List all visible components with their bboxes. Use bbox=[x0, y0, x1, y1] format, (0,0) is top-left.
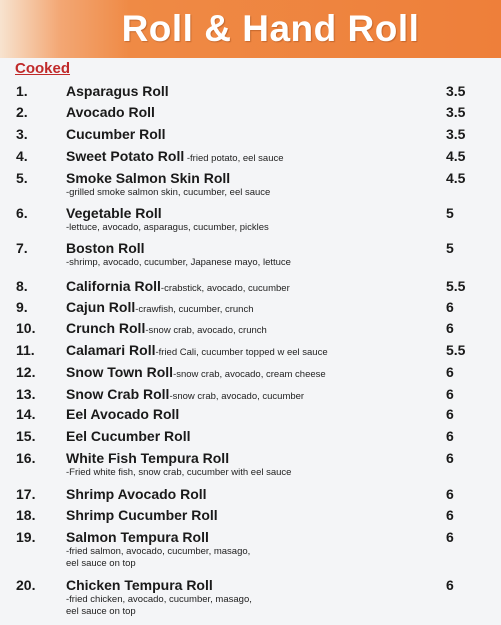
item-number: 18. bbox=[16, 507, 36, 523]
item-name-line bbox=[66, 126, 166, 144]
item-price: 6 bbox=[446, 577, 454, 593]
item-price: 3.5 bbox=[446, 104, 466, 120]
item-price: 5.5 bbox=[446, 278, 466, 294]
item-name-line bbox=[66, 428, 190, 446]
item-name-line bbox=[66, 170, 230, 188]
item-name: Eel Avocado Roll bbox=[66, 406, 180, 422]
item-price: 6 bbox=[446, 428, 454, 444]
item-description: -fried Cali, cucumber topped w eel sauce bbox=[155, 347, 328, 358]
item-number: 19. bbox=[16, 529, 36, 545]
item-name: Eel Cucumber Roll bbox=[66, 428, 191, 444]
item-name-line bbox=[66, 507, 218, 525]
item-name: Avocado Roll bbox=[66, 104, 155, 120]
item-name: Crunch Roll bbox=[66, 320, 146, 336]
item-price: 5 bbox=[446, 205, 454, 221]
item-description: -grilled smoke salmon skin, cucumber, eel sauce bbox=[66, 187, 271, 198]
item-name-line bbox=[66, 240, 145, 258]
item-price: 4.5 bbox=[446, 148, 466, 164]
item-name: Shrimp Cucumber Roll bbox=[66, 507, 218, 523]
item-name: Smoke Salmon Skin Roll bbox=[66, 170, 231, 186]
item-name: White Fish Tempura Roll bbox=[66, 450, 230, 466]
item-number: 4. bbox=[16, 148, 28, 164]
item-price: 6 bbox=[446, 406, 454, 422]
item-name: Salmon Tempura Roll bbox=[66, 529, 209, 545]
item-description: -fried potato, eel sauce bbox=[184, 153, 284, 164]
item-name: Shrimp Avocado Roll bbox=[66, 486, 207, 502]
item-number: 5. bbox=[16, 170, 28, 186]
item-name: Calamari Roll bbox=[66, 342, 156, 358]
item-number: 3. bbox=[16, 126, 28, 142]
item-price: 6 bbox=[446, 529, 454, 545]
item-name: Cucumber Roll bbox=[66, 126, 166, 142]
item-name-line bbox=[66, 529, 209, 547]
item-description: eel sauce on top bbox=[66, 606, 136, 617]
item-price: 6 bbox=[446, 299, 454, 315]
item-price: 6 bbox=[446, 450, 454, 466]
item-name-line bbox=[66, 320, 267, 338]
item-name: Cajun Roll bbox=[66, 299, 136, 315]
section-heading-cooked: Cooked bbox=[15, 60, 71, 77]
item-description: -snow crab, avocado, cucumber bbox=[169, 391, 305, 402]
item-price: 6 bbox=[446, 320, 454, 336]
item-name-line bbox=[66, 205, 162, 223]
title-banner bbox=[0, 0, 501, 58]
item-name-line bbox=[66, 486, 207, 504]
item-price: 6 bbox=[446, 386, 454, 402]
item-number: 6. bbox=[16, 205, 28, 221]
item-name: Asparagus Roll bbox=[66, 83, 169, 99]
item-number: 13. bbox=[16, 386, 36, 402]
item-number: 11. bbox=[16, 342, 35, 358]
item-number: 20. bbox=[16, 577, 36, 593]
item-description: -snow crab, avocado, cream cheese bbox=[173, 369, 326, 380]
item-description: -snow crab, avocado, crunch bbox=[145, 325, 267, 336]
item-name-line bbox=[66, 278, 290, 296]
item-name: Snow Crab Roll bbox=[66, 386, 170, 402]
item-number: 1. bbox=[16, 83, 28, 99]
item-description: -fried salmon, avocado, cucumber, masago, bbox=[66, 546, 251, 557]
item-description: -shrimp, avocado, cucumber, Japanese mayo, lettuce bbox=[66, 257, 291, 268]
item-price: 6 bbox=[446, 486, 454, 502]
item-price: 6 bbox=[446, 364, 454, 380]
item-name: Chicken Tempura Roll bbox=[66, 577, 213, 593]
item-price: 5 bbox=[446, 240, 454, 256]
item-price: 6 bbox=[446, 507, 454, 523]
page-title: Roll & Hand Roll bbox=[121, 8, 420, 49]
item-price: 4.5 bbox=[446, 170, 466, 186]
item-description: eel sauce on top bbox=[66, 558, 136, 569]
item-name-line bbox=[66, 148, 284, 166]
item-name-line bbox=[66, 104, 155, 122]
item-number: 12. bbox=[16, 364, 36, 380]
item-description: -crabstick, avocado, cucumber bbox=[160, 283, 290, 294]
item-number: 9. bbox=[16, 299, 28, 315]
item-name: Sweet Potato Roll bbox=[66, 148, 185, 164]
item-price: 5.5 bbox=[446, 342, 466, 358]
item-number: 7. bbox=[16, 240, 28, 256]
item-description: -crawfish, cucumber, crunch bbox=[135, 304, 254, 315]
item-name: California Roll bbox=[66, 278, 161, 294]
item-name: Vegetable Roll bbox=[66, 205, 162, 221]
item-number: 16. bbox=[16, 450, 36, 466]
item-description: -fried chicken, avocado, cucumber, masago, bbox=[66, 594, 252, 605]
item-name-line bbox=[66, 406, 179, 424]
item-name-line bbox=[66, 386, 304, 404]
item-number: 10. bbox=[16, 320, 36, 336]
item-number: 8. bbox=[16, 278, 28, 294]
item-name-line bbox=[66, 577, 213, 595]
item-name-line bbox=[66, 342, 328, 360]
item-name: Boston Roll bbox=[66, 240, 145, 256]
item-number: 14. bbox=[16, 406, 36, 422]
item-description: -Fried white fish, snow crab, cucumber with eel sauce bbox=[66, 467, 292, 478]
item-price: 3.5 bbox=[446, 126, 466, 142]
item-number: 15. bbox=[16, 428, 36, 444]
item-number: 17. bbox=[16, 486, 36, 502]
item-number: 2. bbox=[16, 104, 28, 120]
item-description: -lettuce, avocado, asparagus, cucumber, pickles bbox=[66, 222, 269, 233]
item-name: Snow Town Roll bbox=[66, 364, 174, 380]
item-name-line bbox=[66, 450, 229, 468]
item-price: 3.5 bbox=[446, 83, 466, 99]
item-name-line bbox=[66, 299, 254, 317]
item-name-line bbox=[66, 364, 326, 382]
item-name-line bbox=[66, 83, 169, 101]
